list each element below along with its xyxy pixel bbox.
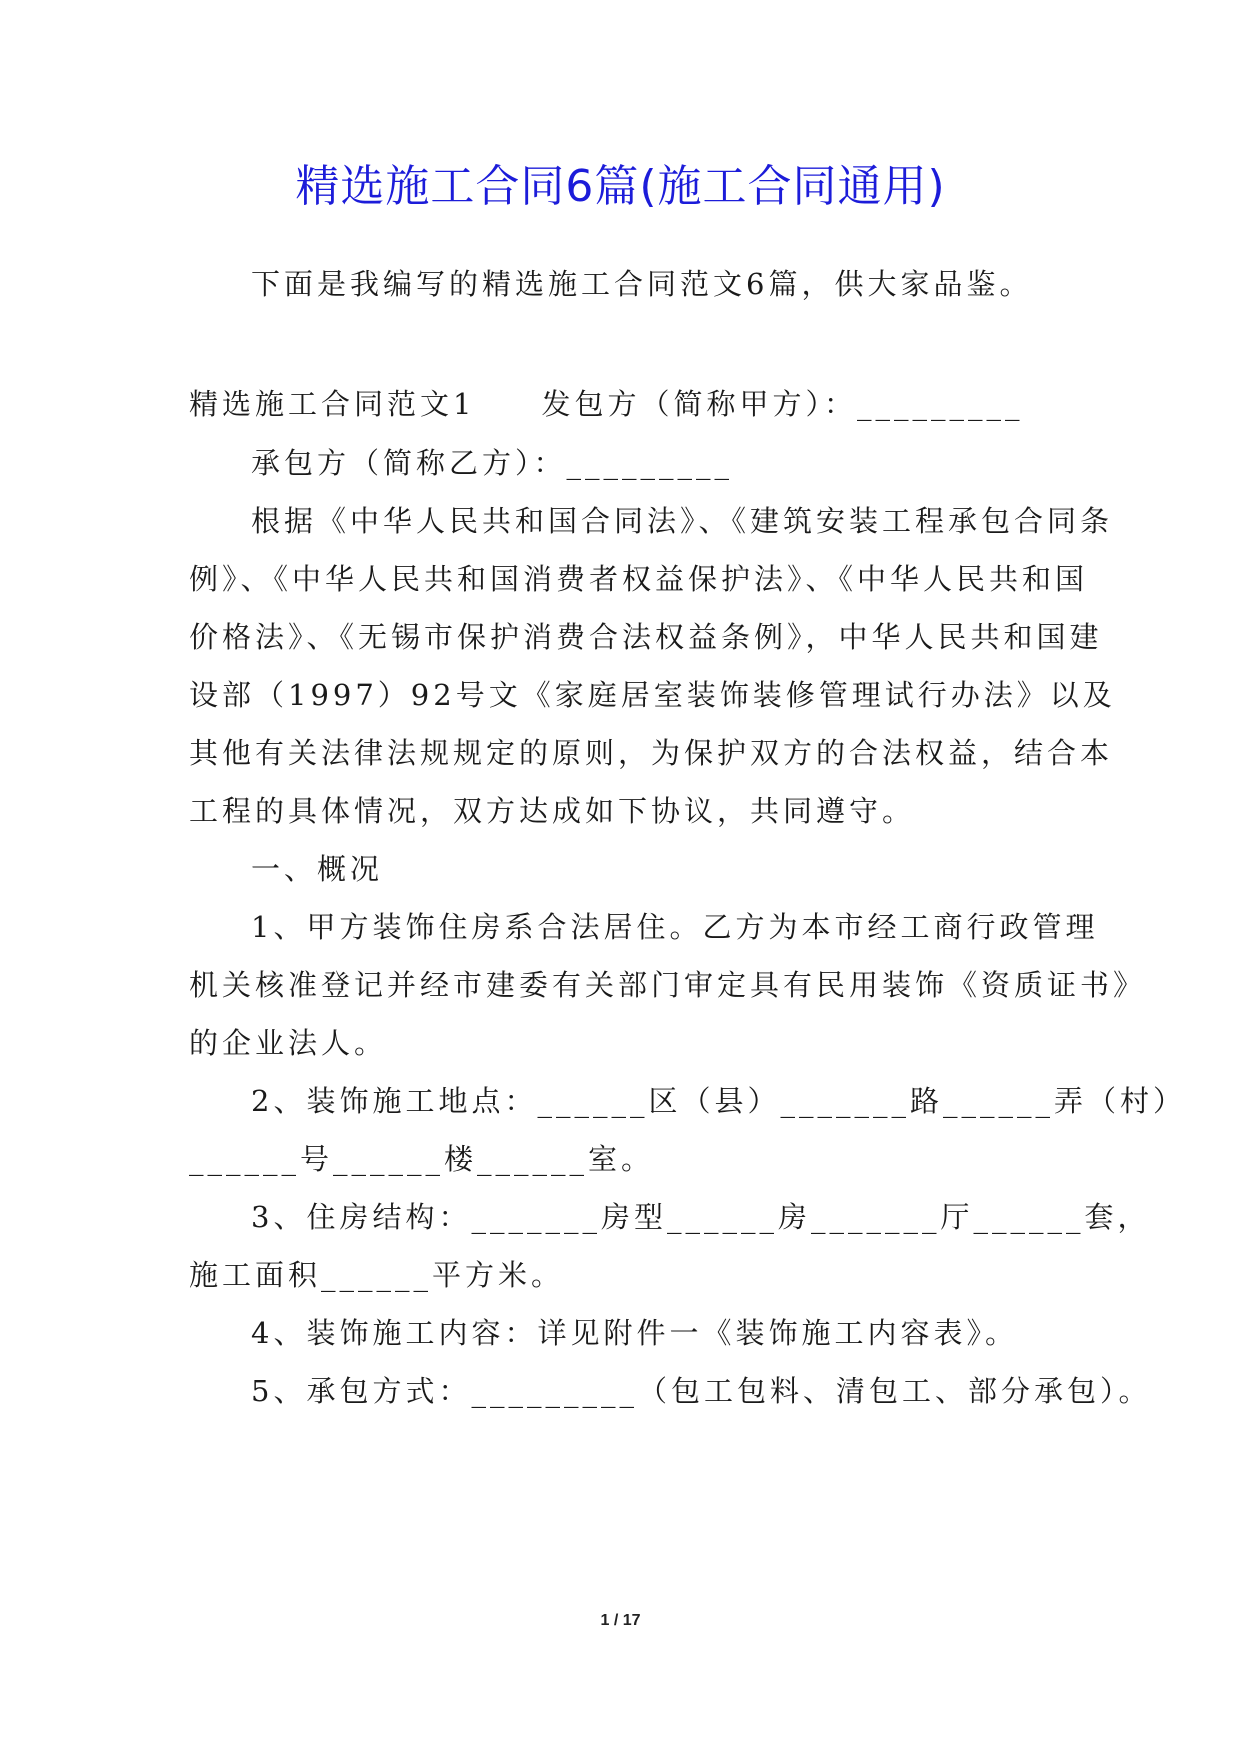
text-line: 工程的具体情况，双方达成如下协议，共同遵守。 [189,794,916,828]
text-line: 的企业法人。 [189,1026,388,1060]
text-line: ______号______楼______室。 [189,1142,655,1176]
text-line: 4、装饰施工内容：详见附件一《装饰施工内容表》。 [251,1316,1018,1350]
text-line: 根据《中华人民共和国合同法》、《建筑安装工程承包合同条 [251,504,1114,538]
text-line: 价格法》、《无锡市保护消费合法权益条例》，中华人民共和国建 [189,620,1103,654]
text-line: 1、甲方装饰住房系合法居住。乙方为本市经工商行政管理 [251,910,1099,944]
text-line: 例》、《中华人民共和国消费者权益保护法》、《中华人民共和国 [189,562,1089,596]
text-line: 3、住房结构：_______房型______房_______厅______套， [251,1200,1151,1234]
text-line: 承包方（简称乙方）：_________ [251,446,734,480]
text-line: 2、装饰施工地点：______区（县）_______路______弄（村） [251,1084,1186,1118]
text-line: 机关核准登记并经市建委有关部门审定具有民用装饰《资质证书》 [189,968,1147,1002]
text-line: 精选施工合同范文1 发包方（简称甲方）：_________ [189,387,1024,421]
intro-paragraph: 下面是我编写的精选施工合同范文6篇，供大家品鉴。 [251,267,1033,301]
text-line: 其他有关法律法规规定的原则，为保护双方的合法权益，结合本 [189,736,1114,770]
text-line: 施工面积______平方米。 [189,1258,565,1292]
section-heading: 一、概况 [251,852,384,886]
text-line: 设部（1997）92号文《家庭居室装饰装修管理试行办法》以及 [189,678,1116,712]
text-line: 5、承包方式：_________（包工包料、清包工、部分承包）。 [251,1374,1152,1408]
page-number: 1 / 17 [600,1612,641,1629]
document-title: 精选施工合同6篇(施工合同通用) [295,161,946,212]
